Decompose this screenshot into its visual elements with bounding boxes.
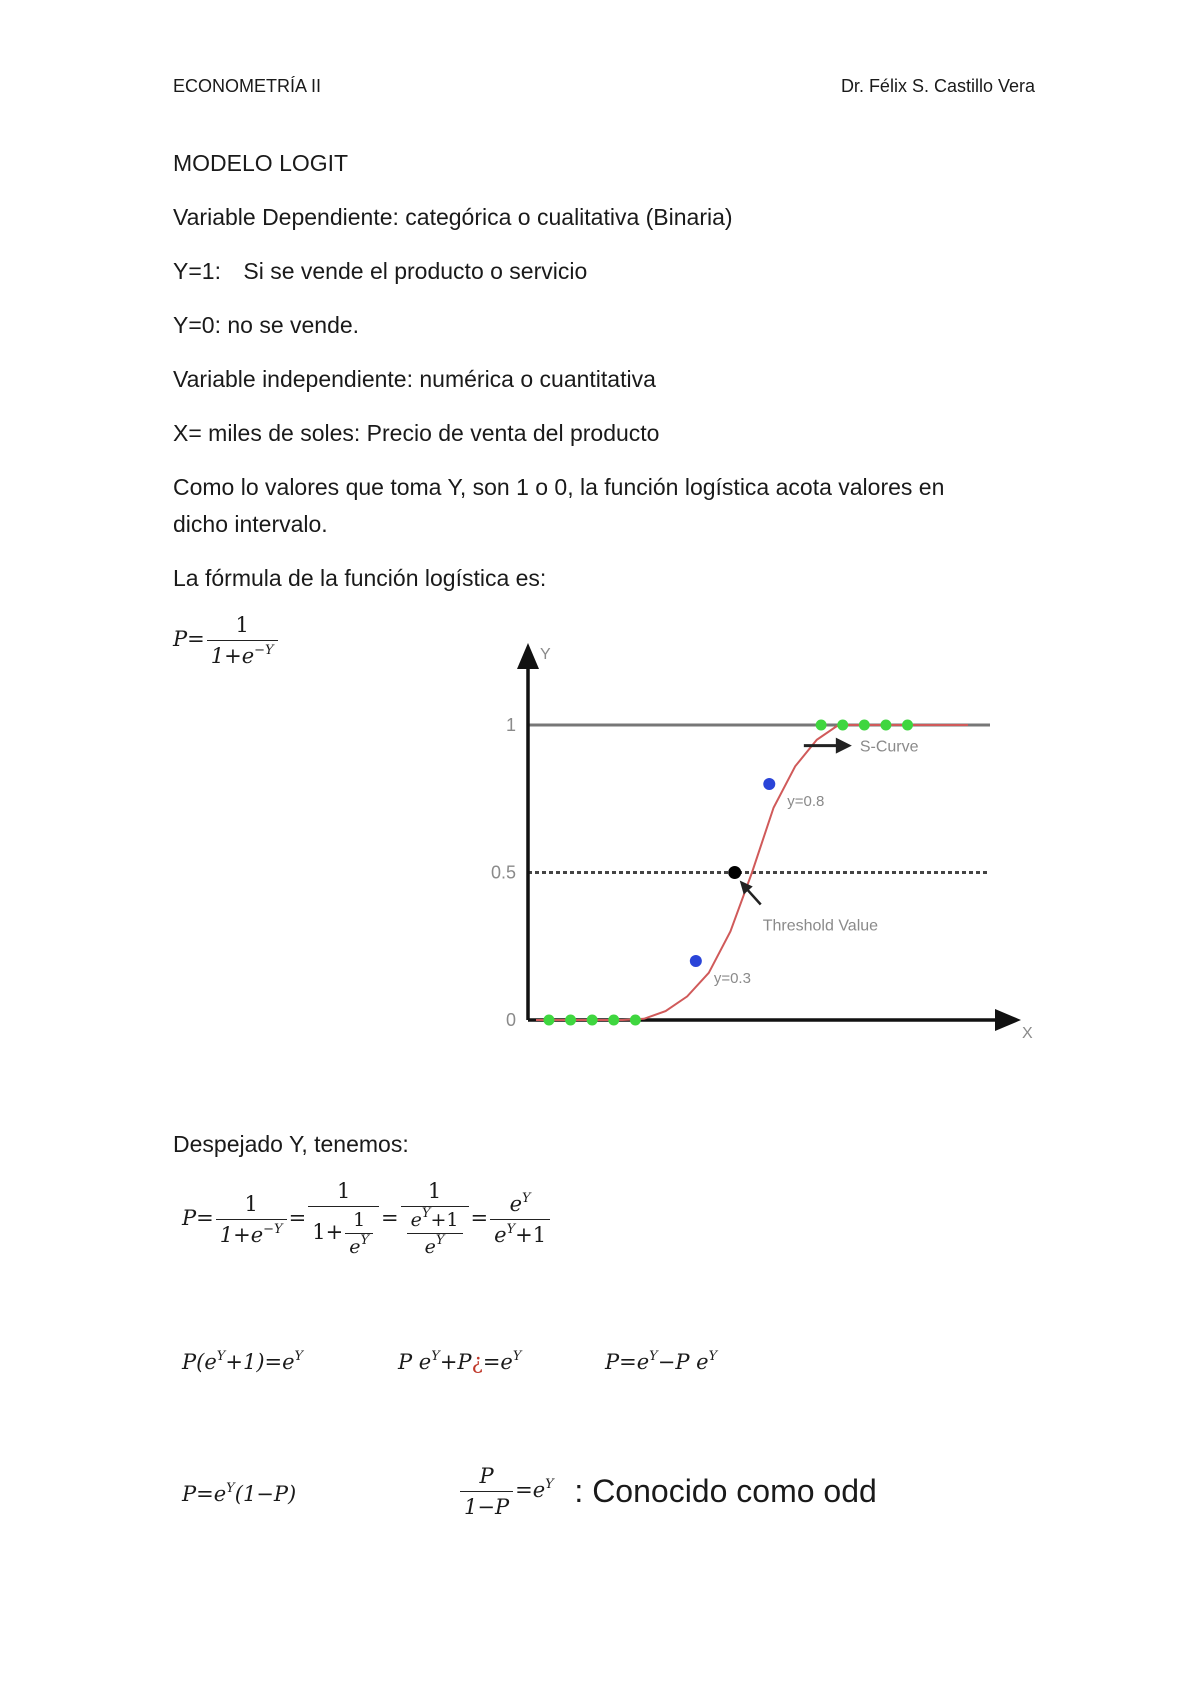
chain-f4-den-plus1: +1 bbox=[515, 1223, 547, 1247]
despejando-text: Despejado Y, tenemos: bbox=[173, 1131, 409, 1157]
eq1-left: P(e bbox=[182, 1350, 217, 1374]
header-author: Dr. Félix S. Castillo Vera bbox=[840, 76, 1035, 96]
y-tick-label: 1 bbox=[505, 715, 516, 735]
explanation-line-1: Como lo valores que toma Y, son 1 o 0, la función logística acota valores en bbox=[173, 474, 945, 500]
formula-p: P bbox=[173, 627, 188, 651]
eq3-exp-1: Y bbox=[649, 1349, 658, 1364]
blue-data-point bbox=[763, 778, 775, 790]
odds-exp: Y bbox=[545, 1477, 554, 1492]
y1-definition bbox=[173, 253, 587, 290]
s-curve-label: S-Curve bbox=[859, 738, 919, 756]
chain-f4-num-exp: Y bbox=[522, 1191, 531, 1206]
green-data-point bbox=[587, 1015, 598, 1026]
eq1-mid: +1)=e bbox=[225, 1350, 295, 1374]
chain-eq-1: = bbox=[196, 1206, 214, 1230]
chain-eq-2: = bbox=[288, 1206, 307, 1230]
dependent-variable-text: Variable Dependiente: categórica o cualitativa (Binaria) bbox=[173, 204, 733, 230]
chain-f2-inner-e: e bbox=[349, 1236, 361, 1258]
green-data-point bbox=[543, 1015, 554, 1026]
chain-f4-num bbox=[490, 1191, 550, 1220]
chain-f2-inner-den bbox=[345, 1234, 373, 1258]
green-data-point bbox=[902, 720, 913, 731]
threshold-label: Threshold Value bbox=[762, 917, 879, 935]
y0-definition: Y=0: no se vende. bbox=[173, 312, 360, 338]
eq3-b: −P e bbox=[657, 1350, 709, 1374]
chain-f4-den-e: e bbox=[494, 1223, 507, 1247]
chain-f4-den-exp: Y bbox=[506, 1222, 516, 1237]
blue-point-label: y=0.8 bbox=[787, 793, 825, 810]
equation-p-times bbox=[182, 1350, 303, 1374]
y-tick-label: 0.5 bbox=[490, 862, 516, 883]
formula-denominator bbox=[207, 641, 278, 669]
y1-text: Si se vende el producto o servicio bbox=[243, 258, 588, 284]
y-tick-label: 0 bbox=[505, 1010, 516, 1030]
chain-f2-den-plus: 1+ bbox=[312, 1220, 344, 1244]
chain-f1-den bbox=[216, 1220, 287, 1248]
green-data-point bbox=[630, 1015, 641, 1026]
formula-numerator: 1 bbox=[207, 612, 278, 641]
den-exponent: −Y bbox=[254, 643, 274, 658]
y-axis-arrow bbox=[517, 643, 539, 669]
green-data-point bbox=[837, 720, 848, 731]
chain-f3-inner-num bbox=[407, 1206, 463, 1234]
chain-f1-den-exp: −Y bbox=[263, 1222, 283, 1237]
green-data-point bbox=[859, 720, 870, 731]
green-data-point bbox=[880, 720, 891, 731]
chain-f1-den-text: 1+e bbox=[219, 1223, 264, 1247]
threshold-point bbox=[728, 866, 741, 879]
chain-f4-num-e: e bbox=[509, 1192, 523, 1216]
eq4-a: P=e bbox=[182, 1482, 227, 1506]
chain-f3-den bbox=[401, 1207, 469, 1258]
chain-f2-inner-exp: Y bbox=[360, 1233, 370, 1248]
eq1-exp-1: Y bbox=[216, 1349, 226, 1364]
equation-expanded bbox=[398, 1350, 521, 1374]
chain-f3-inner-den-e: e bbox=[424, 1236, 436, 1258]
equation-odds bbox=[458, 1463, 877, 1520]
chain-f2-num: 1 bbox=[308, 1178, 379, 1207]
x-definition: X= miles de soles: Precio de venta del producto bbox=[173, 420, 660, 446]
odds-label: : Conocido como odd bbox=[574, 1473, 877, 1509]
chain-eq-3: = bbox=[381, 1206, 399, 1230]
x-axis-arrow bbox=[995, 1009, 1021, 1031]
chain-f1-num: 1 bbox=[216, 1191, 287, 1220]
y-axis-label: Y bbox=[540, 646, 551, 663]
chain-f3-inner-den bbox=[407, 1234, 463, 1258]
s-curve-arrow-head bbox=[836, 738, 852, 754]
y1-key: Y=1: bbox=[173, 258, 221, 284]
logistic-s-curve-chart bbox=[470, 635, 1033, 1055]
formula-intro: La fórmula de la función logística es: bbox=[173, 565, 547, 591]
eq2-error-glyph: ¿ bbox=[471, 1350, 483, 1374]
formula-eq: = bbox=[187, 627, 205, 651]
eq2-c: =e bbox=[482, 1350, 513, 1374]
green-data-point bbox=[608, 1015, 619, 1026]
explanation-line-2: dicho intervalo. bbox=[173, 511, 328, 537]
odds-eq-e: =e bbox=[515, 1478, 546, 1502]
header-course: ECONOMETRÍA II bbox=[173, 76, 322, 96]
eq4-b: (1−P) bbox=[234, 1482, 297, 1506]
x-axis-label: X bbox=[1022, 1025, 1033, 1042]
chain-f3-inner-e: e bbox=[410, 1209, 422, 1231]
equation-factored bbox=[182, 1482, 296, 1506]
logistic-formula bbox=[173, 612, 280, 669]
chain-f2-inner-num: 1 bbox=[345, 1209, 373, 1234]
green-data-point bbox=[565, 1015, 576, 1026]
independent-variable-text: Variable independiente: numérica o cuantitativa bbox=[173, 366, 656, 392]
eq4-exp: Y bbox=[226, 1481, 235, 1496]
equation-isolated-p bbox=[605, 1350, 717, 1374]
odds-num: P bbox=[460, 1463, 513, 1492]
blue-data-point bbox=[690, 955, 702, 967]
odds-den: 1−P bbox=[464, 1495, 510, 1519]
chain-f3-inner-den-exp: Y bbox=[435, 1233, 445, 1248]
eq2-b: +P bbox=[439, 1350, 472, 1374]
blue-point-label: y=0.3 bbox=[713, 970, 751, 987]
den-text: 1+e bbox=[210, 644, 255, 668]
derivation-chain bbox=[182, 1178, 552, 1258]
chain-f3-num: 1 bbox=[401, 1178, 469, 1207]
eq2-a: P e bbox=[398, 1350, 432, 1374]
chain-eq-4: = bbox=[470, 1206, 489, 1230]
chain-f3-inner-exp: Y bbox=[421, 1206, 431, 1221]
chain-f2-den bbox=[308, 1207, 379, 1258]
eq3-a: P=e bbox=[605, 1350, 650, 1374]
eq3-exp-2: Y bbox=[708, 1349, 718, 1364]
eq1-exp-2: Y bbox=[294, 1349, 304, 1364]
chain-f4-den bbox=[490, 1220, 550, 1248]
chain-f3-inner-plus1: +1 bbox=[430, 1209, 459, 1231]
green-data-point bbox=[816, 720, 827, 731]
section-title: MODELO LOGIT bbox=[173, 150, 349, 176]
chain-p: P bbox=[182, 1206, 197, 1230]
eq2-exp-1: Y bbox=[431, 1349, 440, 1364]
eq2-exp-2: Y bbox=[512, 1349, 522, 1364]
